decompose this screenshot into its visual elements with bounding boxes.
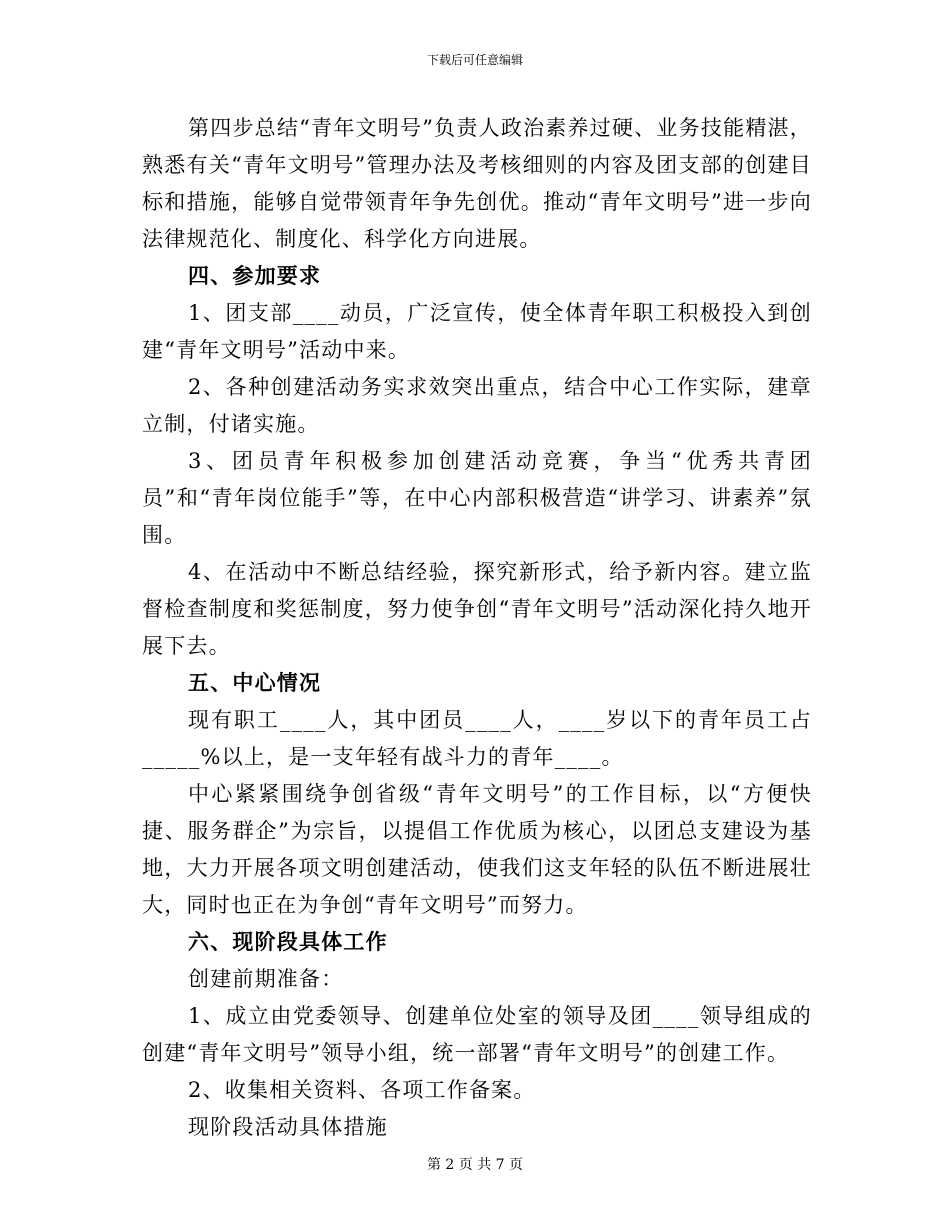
paragraph-step-four-summary: 第四步总结“青年文明号”负责人政治素养过硬、业务技能精湛，熟悉有关“青年文明号”管理办法及考核细则的内容及团支部的创建目标和措施，能够自觉带领青年争先创优。推动“青年文明号”进一步向法律规范化、制度化、科学化方向进展。 — [142, 116, 812, 251]
paragraph-requirement-3: 3、团员青年积极参加创建活动竞赛，争当“优秀共青团员”和“青年岗位能手”等，在中心内部积极营造“讲学习、讲素养”氛围。 — [142, 449, 812, 547]
paragraph-staff-count: 现有职工____人，其中团员____人，____岁以下的青年员工占_____%以上，是一支年轻有战斗力的青年____。 — [142, 708, 812, 769]
page-footer: 第 2 页 共 7 页 — [426, 1157, 524, 1173]
paragraph-center-goal: 中心紧紧围绕争创省级“青年文明号”的工作目标，以“方便快捷、服务群企”为宗旨，以提倡工作优质为核心，以团总支建设为基地，大力开展各项文明创建活动，使我们这支年轻的队伍不断进展壮大，同时也正在为争创“青年文明号”而努力。 — [142, 782, 812, 917]
paragraph-requirement-4: 4、在活动中不断总结经验，探究新形式，给予新内容。建立监督检查制度和奖惩制度，努力使争创“青年文明号”活动深化持久地开展下去。 — [142, 560, 812, 658]
section-heading-center-status: 五、中心情况 — [188, 671, 322, 695]
paragraph-requirement-2: 2、各种创建活动务实求效突出重点，结合中心工作实际，建章立制，付诸实施。 — [142, 375, 812, 436]
paragraph-preparation-1: 1、成立由党委领导、创建单位处室的领导及团____领导组成的创建“青年文明号”领导小组，统一部署“青年文明号”的创建工作。 — [142, 1004, 812, 1065]
section-heading-current-work: 六、现阶段具体工作 — [188, 930, 388, 954]
paragraph-preparation-2: 2、收集相关资料、各项工作备案。 — [188, 1078, 536, 1102]
paragraph-current-measures: 现阶段活动具体措施 — [188, 1115, 388, 1139]
document-body — [142, 110, 812, 1146]
paragraph-requirement-1: 1、团支部____动员，广泛宣传，使全体青年职工积极投入到创建“青年文明号”活动中来。 — [142, 301, 812, 362]
page-header: 下载后可任意编辑 — [426, 53, 523, 67]
paragraph-preparation-title: 创建前期准备： — [188, 967, 344, 991]
section-heading-requirements: 四、参加要求 — [188, 264, 322, 288]
